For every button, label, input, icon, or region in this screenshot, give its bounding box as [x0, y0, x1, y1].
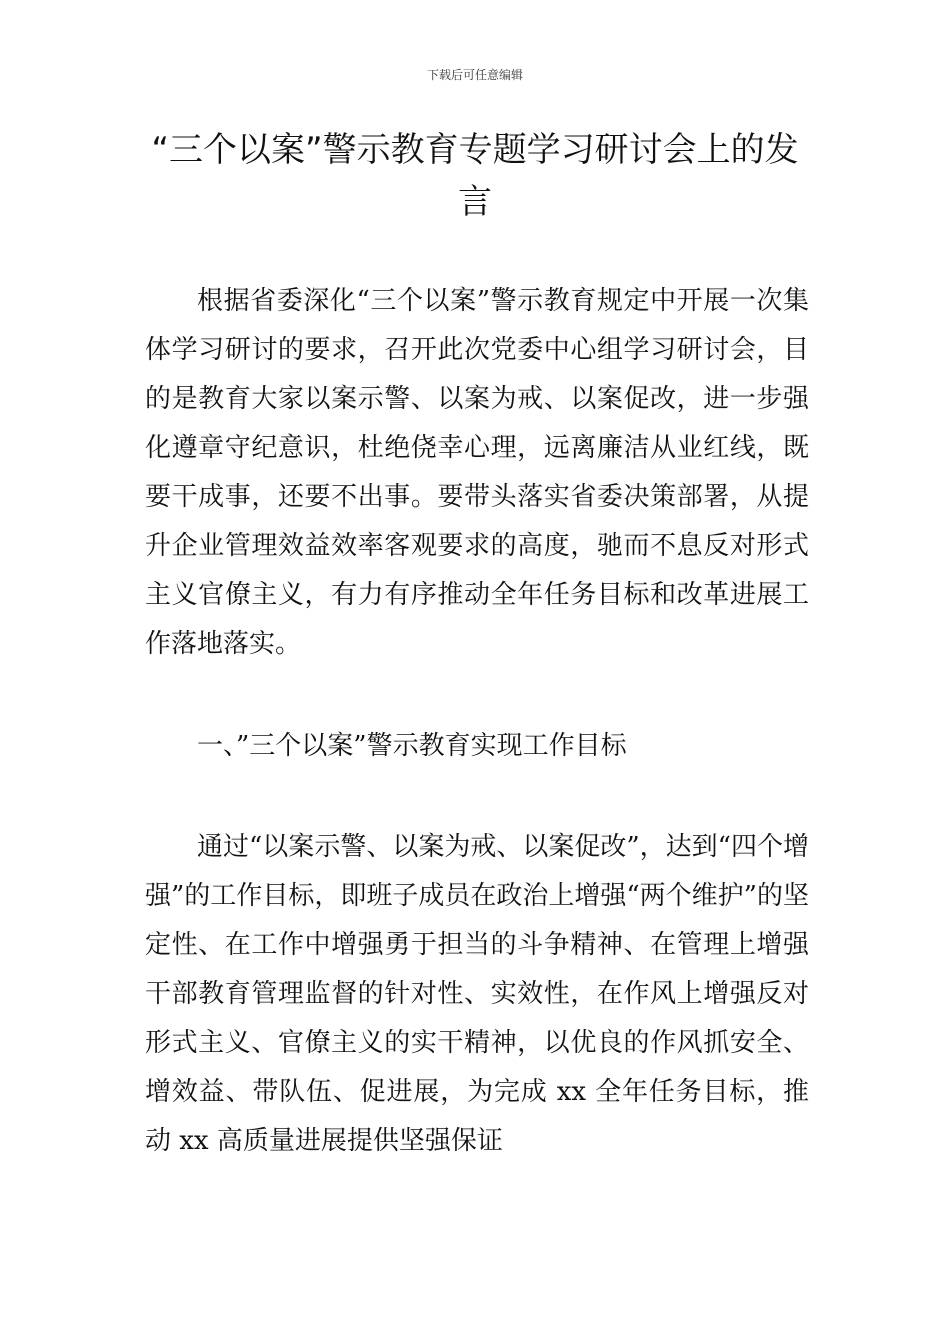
- section-one-heading: 一、”三个以案”警示教育实现工作目标: [197, 731, 627, 761]
- header-note: 下载后可任意编辑: [426, 68, 523, 82]
- document-title: “三个以案”警示教育专题学习研讨会上的发言: [151, 130, 799, 222]
- intro-paragraph: 根据省委深化“三个以案”警示教育规定中开展一次集体学习研讨的要求，召开此次党委中心组学习研讨会，目的是教育大家以案示警、以案为戒、以案促改，进一步强化遵章守纪意识，杜绝侥幸心理，远离廉洁从业红线，既要干成事，还要不出事。要带头落实省委决策部署，从提升企业管理效益效率客观要求的高度，驰而不息反对形式主义官僚主义，有力有序推动全年任务目标和改革进展工作落地落实。: [145, 286, 809, 659]
- section-one-body: 通过“以案示警、以案为戒、以案促改”，达到“四个增强”的工作目标，即班子成员在政治上增强“两个维护”的坚定性、在工作中增强勇于担当的斗争精神、在管理上增强干部教育管理监督的针对性、实效性，在作风上增强反对形式主义、官僚主义的实干精神，以优良的作风抓安全、增效益、带队伍、促进展，为完成 xx 全年任务目标，推动 xx 高质量进展提供坚强保证: [145, 832, 809, 1156]
